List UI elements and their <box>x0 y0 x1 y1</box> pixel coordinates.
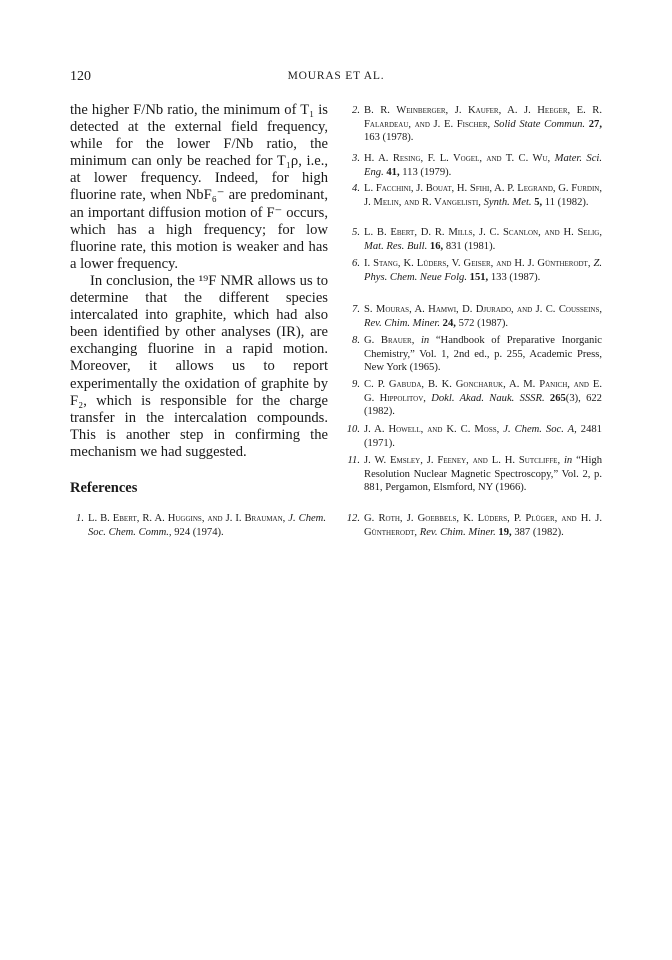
reference-journal: in <box>420 335 430 346</box>
reference-details: 387 (1982). <box>514 526 564 538</box>
body-text-column <box>70 102 328 461</box>
reference-volume: 19, <box>498 526 512 538</box>
reference-journal: J. Chem. Soc. Chem. Comm., <box>88 513 326 538</box>
reference-number: 10. <box>346 424 360 435</box>
reference-number: 1. <box>76 513 84 524</box>
reference-item <box>346 423 602 450</box>
reference-item <box>347 454 602 495</box>
reference-number: 3. <box>352 153 360 164</box>
reference-number: 2. <box>352 105 360 116</box>
reference-details: “High Resolution Nuclear Magnetic Spectroscopy,” Vol. 2, p. 881, Pergamon, Elsmford, NY (1966). <box>364 455 602 494</box>
references-heading: References <box>70 480 138 496</box>
reference-details: (3), 622 (1982). <box>364 392 602 418</box>
reference-journal: in <box>563 455 573 466</box>
running-title: MOURAS ET AL. <box>287 70 385 82</box>
reference-volume: 151, <box>469 271 489 283</box>
reference-journal: Mat. Res. Bull. <box>364 240 428 252</box>
reference-item <box>352 334 602 375</box>
reference-journal: Synth. Met. <box>483 196 532 208</box>
page-number: 120 <box>70 69 91 84</box>
body-paragraph: the higher F/Nb ratio, the minimum of T₁ is detected at the external field frequency, while for the lower F/Nb ratio, the minimum can only be reached for T₁ρ, i.e., at lower frequency. Indeed, for high fluorine rate, when NbF₆⁻ are predominant, an important diffusion motion of F⁻ occurs, which has a high frequency; for low fluorine rate, this motion is weaker and has a lower frequency. <box>70 102 328 272</box>
reference-details: “Handbook of Preparative Inorganic Chemistry,” Vol. 1, 2nd ed., p. 255, Academic Press, New York (1965). <box>364 335 602 374</box>
running-head <box>70 69 602 89</box>
reference-item <box>352 226 602 253</box>
reference-item <box>346 512 602 539</box>
reference-authors: J. A. Howell, and K. C. Moss, <box>364 424 500 435</box>
reference-details: 2481 (1971). <box>364 424 602 449</box>
reference-details: 113 (1979). <box>402 166 452 178</box>
reference-authors: G. Brauer, <box>364 335 415 346</box>
reference-number: 5. <box>352 227 360 238</box>
reference-number: 8. <box>352 335 360 346</box>
reference-details: 163 (1978). <box>364 132 414 144</box>
reference-volume: 5, <box>534 196 543 208</box>
reference-authors: H. A. Resing, F. L. Vogel, and T. C. Wu, <box>364 153 551 164</box>
reference-item <box>352 104 602 145</box>
reference-authors: B. R. Weinberger, J. Kaufer, A. J. Heeger, E. R. Falardeau, and J. E. Fischer, <box>364 105 602 130</box>
reference-journal: Rev. Chim. Miner. <box>419 526 496 538</box>
reference-journal: Dokl. Akad. Nauk. SSSR. <box>431 392 545 404</box>
reference-volume: 16, <box>429 240 444 252</box>
reference-item <box>352 303 602 330</box>
reference-volume: 41, <box>386 166 400 178</box>
reference-authors: I. Stang, K. Lüders, V. Geiser, and H. J. Güntherodt, <box>364 258 591 269</box>
reference-journal: Solid State Commun. <box>493 118 586 130</box>
reference-volume: 265 <box>549 392 566 404</box>
reference-number: 9. <box>352 379 360 390</box>
reference-authors: J. W. Emsley, J. Feeney, and L. H. Sutcliffe, <box>364 455 561 466</box>
reference-number: 12. <box>346 513 360 524</box>
reference-details: 924 (1974). <box>174 526 224 538</box>
reference-authors: C. P. Gabuda, B. K. Goncharuk, A. M. Panich, and E. G. Hippolitov, <box>364 379 602 404</box>
reference-number: 7. <box>352 304 360 315</box>
reference-number: 11. <box>347 455 360 466</box>
reference-authors: L. B. Ebert, R. A. Huggins, and J. I. Brauman, <box>88 513 286 524</box>
reference-details: 11 (1982). <box>544 196 589 208</box>
reference-item <box>76 512 326 539</box>
reference-volume: 24, <box>442 317 456 329</box>
reference-item <box>352 152 602 179</box>
reference-item <box>352 182 602 209</box>
reference-journal: Rev. Chim. Miner. <box>364 317 441 329</box>
reference-authors: L. Facchini, J. Bouat, H. Sfihi, A. P. Legrand, G. Furdin, J. Melin, and R. Vangelisti, <box>364 183 602 208</box>
reference-number: 6. <box>352 258 360 269</box>
reference-volume: 27, <box>588 118 602 130</box>
conclusion-paragraph: In conclusion, the ¹⁹F NMR allows us to determine that the different species intercalated into graphite, which had also been identified by other analyses (IR), are exchanging fluorine in a rapid motion. Moreover, it allows us to report experimentally the oxidation of graphite by F₂, which is responsible for the charge transfer in the intercalation compounds. This is another step in confirming the mechanism we had suggested. <box>70 272 328 460</box>
reference-authors: S. Mouras, A. Hamwi, D. Djurado, and J. C. Cousseins, <box>364 304 602 315</box>
reference-authors: L. B. Ebert, D. R. Mills, J. C. Scanlon, and H. Selig, <box>364 227 602 238</box>
reference-item <box>352 378 602 419</box>
reference-journal: Mater. Sci. Eng. <box>364 153 602 178</box>
reference-details: 133 (1987). <box>490 271 541 283</box>
reference-number: 4. <box>352 183 360 194</box>
reference-details: 572 (1987). <box>458 317 509 329</box>
reference-authors: G. Roth, J. Goebbels, K. Lüders, P. Plüger, and H. J. Güntherodt, <box>364 513 602 538</box>
reference-details: 831 (1981). <box>445 240 496 252</box>
reference-item <box>352 257 602 284</box>
reference-journal: Z. Phys. Chem. Neue Folg. <box>364 258 602 283</box>
reference-journal: J. Chem. Soc. A, <box>503 424 577 435</box>
